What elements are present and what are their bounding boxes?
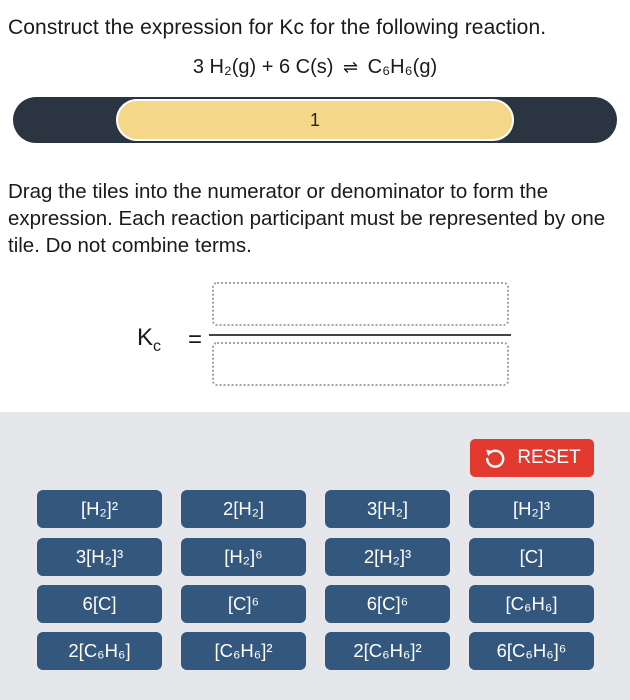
tile[interactable]: 2[H₂] xyxy=(181,490,306,528)
step-number: 1 xyxy=(309,109,320,130)
reset-button[interactable] xyxy=(470,439,594,477)
question-text: Construct the expression for Kc for the following reaction. xyxy=(8,16,547,39)
denominator-drop-zone[interactable] xyxy=(212,342,509,386)
reset-label: RESET xyxy=(517,447,581,468)
tile[interactable]: 6[C]⁶ xyxy=(325,585,450,623)
undo-icon xyxy=(483,446,507,470)
tile[interactable]: [C] xyxy=(469,538,594,576)
equilibrium-arrow-icon: ⇌ xyxy=(343,57,359,77)
tile[interactable]: [H₂]² xyxy=(37,490,162,528)
tile[interactable]: [C₆H₆] xyxy=(469,585,594,623)
tile[interactable]: 6[C] xyxy=(37,585,162,623)
fraction-bar xyxy=(209,334,511,336)
kc-label: $K_c$ xyxy=(137,324,162,355)
equals-sign: = xyxy=(188,326,203,353)
products: C₆H₆(g) xyxy=(367,56,438,78)
tile[interactable]: [C]⁶ xyxy=(181,585,306,623)
step-indicator[interactable] xyxy=(116,99,514,141)
tile[interactable]: [H₂]³ xyxy=(469,490,594,528)
tile[interactable]: 2[H₂]³ xyxy=(325,538,450,576)
reaction-equation xyxy=(0,56,630,79)
tile[interactable]: [C₆H₆]² xyxy=(181,632,306,670)
numerator-drop-zone[interactable] xyxy=(212,282,509,326)
tile[interactable]: 2[C₆H₆] xyxy=(37,632,162,670)
tile[interactable]: 3[H₂] xyxy=(325,490,450,528)
reactants: 3 H₂(g) + 6 C(s) xyxy=(192,56,334,78)
tile[interactable]: 2[C₆H₆]² xyxy=(325,632,450,670)
tile[interactable]: 3[H₂]³ xyxy=(37,538,162,576)
tile[interactable]: [H₂]⁶ xyxy=(181,538,306,576)
tile[interactable]: 6[C₆H₆]⁶ xyxy=(469,632,594,670)
instructions-text: Drag the tiles into the numerator or denominator to form the expression. Each reaction participant must be represented by one tile. Do not combine terms. xyxy=(8,180,606,257)
